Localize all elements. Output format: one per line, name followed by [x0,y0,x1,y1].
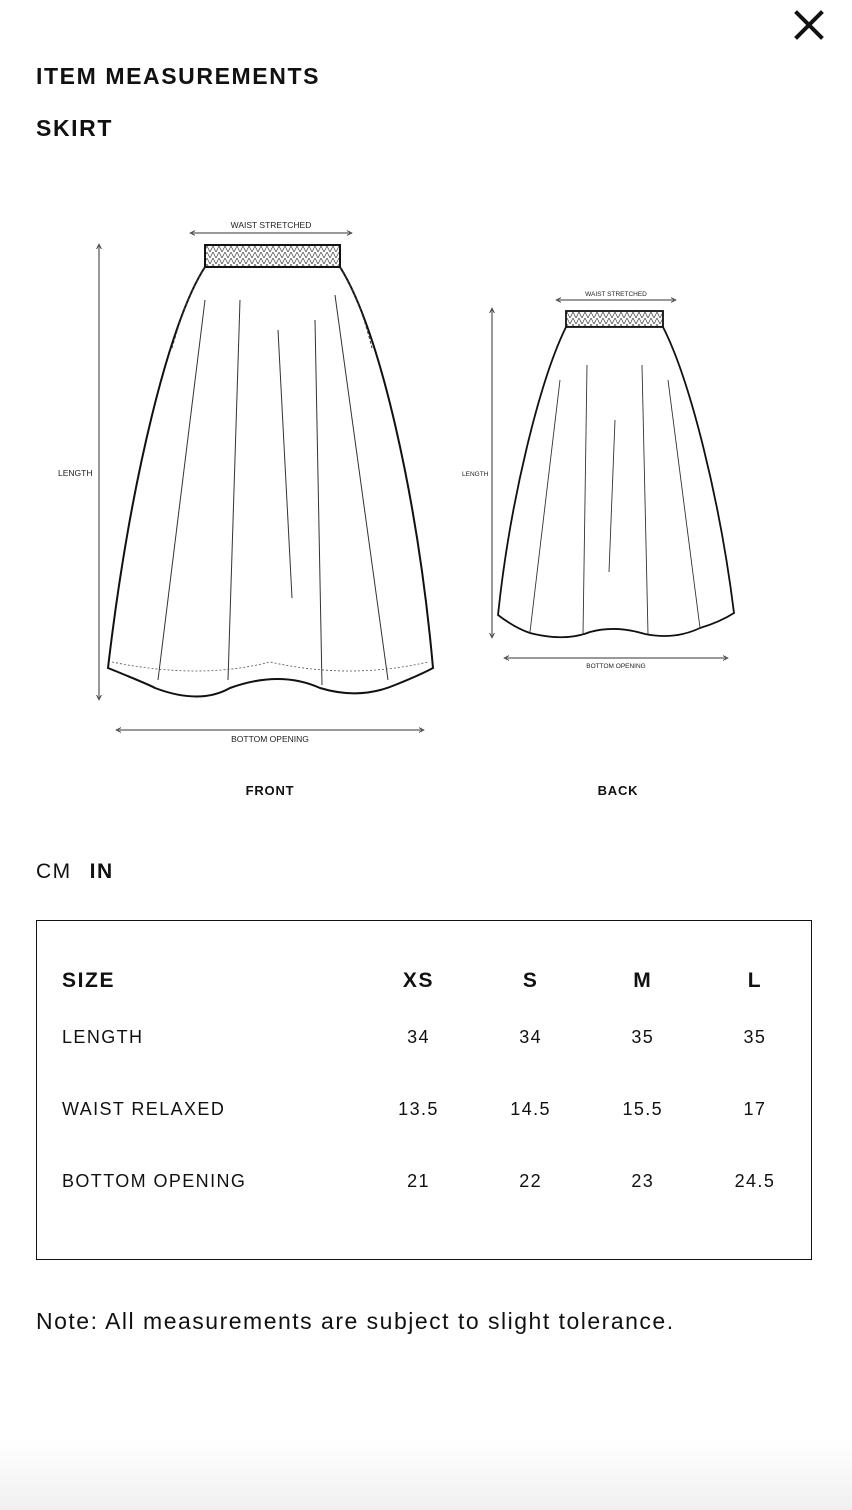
table-cell: 35 [743,1026,767,1047]
table-cell: 23 [631,1170,655,1191]
front-caption: FRONT [245,783,295,798]
table-cell: 22 [519,1170,543,1191]
row-label: BOTTOM OPENING [62,1170,247,1191]
tolerance-note: Note: All measurements are subject to slight tolerance. [36,1308,675,1334]
front-skirt-drawing [58,220,433,744]
table-cell: 15.5 [622,1098,664,1119]
row-label: WAIST RELAXED [62,1098,226,1119]
column-header: S [522,969,539,992]
item-type: SKIRT [36,115,113,141]
table-cell: 21 [407,1170,430,1191]
front-length-label: LENGTH [58,468,93,478]
column-header: SIZE [62,969,116,992]
bottom-fade [0,1440,852,1510]
size-table [36,920,812,1260]
table-cell: 14.5 [510,1098,551,1119]
table-cell: 35 [631,1026,655,1047]
column-header: M [633,969,653,992]
back-waist-stretched-label: WAIST STRETCHED [585,291,647,298]
front-bottom-opening-label: BOTTOM OPENING [231,734,309,744]
unit-toggle [36,860,114,884]
table-row [37,1073,811,1145]
row-label: LENGTH [62,1026,144,1047]
front-waist-stretched-label: WAIST STRETCHED [230,220,312,230]
table-cell: 24.5 [734,1170,776,1191]
measurement-diagram [0,180,852,820]
unit-in-button[interactable]: IN [89,860,114,883]
close-button[interactable] [792,8,826,42]
back-bottom-opening-label: BOTTOM OPENING [586,663,646,670]
unit-cm-button[interactable]: CM [36,860,72,883]
table-header-row [37,961,811,1001]
back-skirt-drawing [462,291,734,670]
table-row [37,1001,811,1073]
table-cell: 17 [743,1098,767,1119]
back-caption: BACK [597,783,639,798]
page-title: ITEM MEASUREMENTS [36,63,321,89]
table-cell: 34 [407,1026,430,1047]
column-header: L [747,969,763,992]
table-row [37,1145,811,1217]
column-header: XS [402,969,435,992]
back-length-label: LENGTH [462,471,489,478]
close-icon [792,8,826,42]
table-cell: 34 [519,1026,543,1047]
table-cell: 13.5 [398,1098,439,1119]
